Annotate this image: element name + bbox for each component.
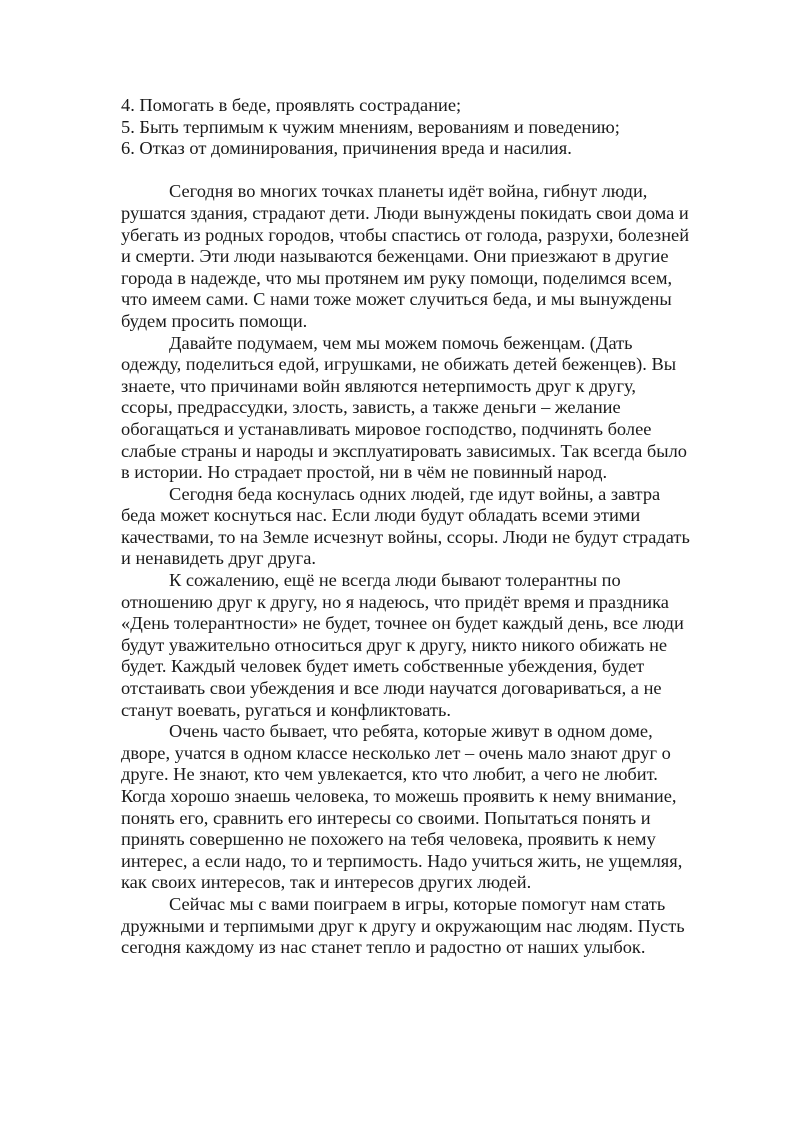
document-page [121, 95, 691, 959]
list-item: 6. Отказ от доминирования, причинения вреда и насилия. [121, 138, 572, 159]
spacer [121, 160, 691, 182]
paragraph: Сегодня во многих точках планеты идёт война, гибнут люди, рушатся здания, страдают дети. Люди вынуждены покидать свои дома и убегать из родных городов, чтобы спастись от голода, разрухи, болезней и смерти. Эти люди называются беженцами. Они приезжают в другие города в надежде, что мы протянем им руку помощи, поделимся всем, что имеем сами. С нами тоже может случиться беда, и мы вынуждены будем просить помощи. [121, 181, 690, 331]
numbered-list [121, 95, 691, 160]
paragraph: Сейчас мы с вами поиграем в игры, которые помогут нам стать дружными и терпимыми друг к другу и окружающим нас людям. Пусть сегодня каждому из нас станет тепло и радостно от наших улыбок. [121, 893, 685, 958]
paragraph: Давайте подумаем, чем мы можем помочь беженцам. (Дать одежду, поделиться едой, игрушками, не обижать детей беженцев). Вы знаете, что причинами войн являются нетерпимость друг к другу, ссоры, предрассудки, злость, зависть, а также деньги – желание обогащаться и устанавливать мировое господство, подчинять более слабые страны и народы и эксплуатировать зависимых. Так всегда было в истории. Но страдает простой, ни в чём не повинный народ. [121, 332, 687, 483]
list-item: 4. Помогать в беде, проявлять сострадание; [121, 95, 462, 115]
paragraph: Сегодня беда коснулась одних людей, где идут войны, а завтра беда может коснуться нас. Если люди будут обладать всеми этими качествами, то на Земле исчезнут войны, ссоры. Люди не будут страдать и ненавидеть друг друга. [121, 483, 690, 569]
paragraph: К сожалению, ещё не всегда люди бывают толерантны по отношению друг к другу, но я надеюсь, что придёт время и праздника «День толерантности» не будет, точнее он будет каждый день, все люди будут уважительно относиться друг к другу, никто никого обижать не будет. Каждый человек будет иметь собственные убеждения, будет отстаивать свои убеждения и все люди научатся договариваться, а не станут воевать, ругаться и конфликтовать. [121, 570, 684, 720]
list-item: 5. Быть терпимым к чужим мнениям, верованиям и поведению; [121, 116, 620, 137]
paragraph: Очень часто бывает, что ребята, которые живут в одном доме, дворе, учатся в одном классе несколько лет – очень мало знают друг о друге. Не знают, кто чем увлекается, кто что любит, а чего не любит. Когда хорошо знаешь человека, то можешь проявить к нему внимание, понять его, сравнить его интересы со своими. Попытаться понять и принять совершенно не похожего на тебя человека, проявить к нему интерес, а если надо, то и терпимость. Надо учиться жить, не ущемляя, как своих интересов, так и интересов других людей. [121, 721, 683, 893]
